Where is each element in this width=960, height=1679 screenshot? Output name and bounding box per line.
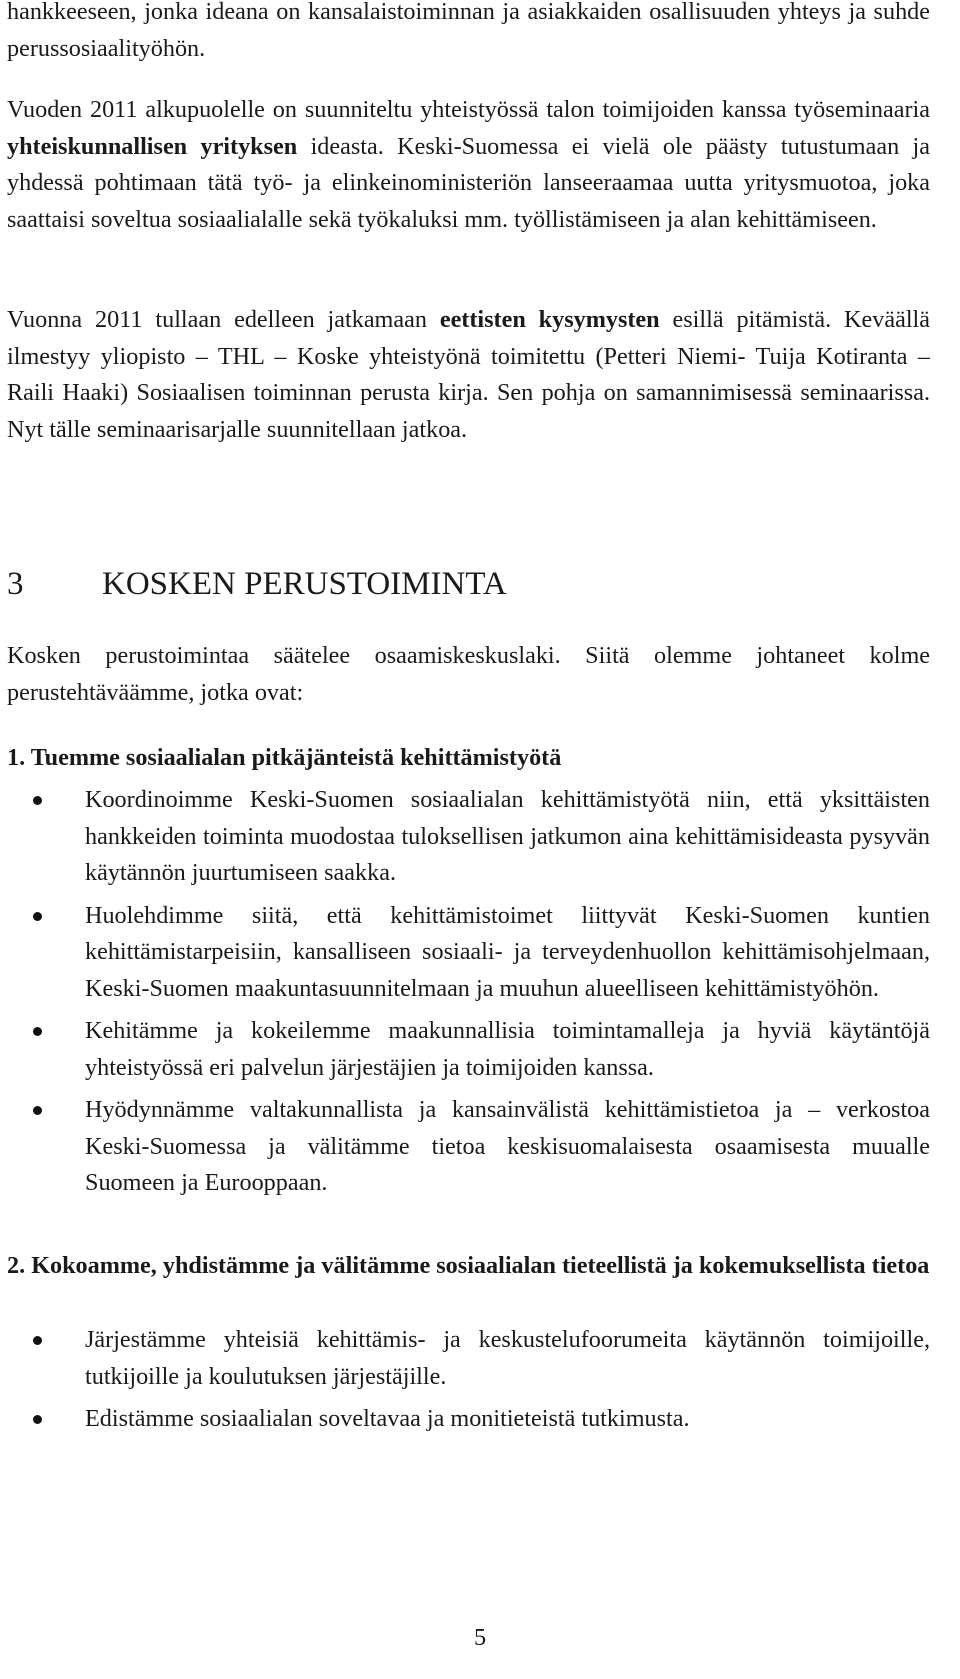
task-heading-1: 1. Tuemme sosiaalialan pitkäjänteistä kehittämistyötä <box>7 744 562 771</box>
paragraph-text: esillä pitämistä. Keväällä ilmestyy yliopisto – THL – Koske yhteistyönä toimitettu (Petteri Niemi- Tuija Kotiranta – Raili Haaki) Sosiaalisen toiminnan perusta kirja. Sen pohja on samannimisessä seminaarissa. Nyt tälle seminaarisarjalle suunnitellaan jatkoa. <box>7 306 930 443</box>
paragraph-intro: Kosken perustoimintaa säätelee osaamiskeskuslaki. Siitä olemme johtaneet kolme perustehtäväämme, jotka ovat: <box>7 642 930 706</box>
list-item <box>7 1013 930 1086</box>
paragraph-ethics <box>7 302 930 448</box>
paragraph-continuation: hankkeeseen, jonka ideana on kansalaistoiminnan ja asiakkaiden osallisuuden yhteys ja suhde perussosiaalityöhön. <box>7 0 930 62</box>
section-title: KOSKEN PERUSTOIMINTA <box>102 566 507 602</box>
bullet-icon <box>33 796 42 805</box>
section-number: 3 <box>7 566 24 602</box>
list-item <box>7 1092 930 1202</box>
task-1-bullet-list <box>7 782 930 1208</box>
paragraph-social-enterprise <box>7 92 930 238</box>
bullet-icon <box>33 1106 42 1115</box>
paragraph-text: Vuoden 2011 alkupuolelle on suunniteltu yhteistyössä talon toimijoiden kanssa työseminaaria <box>7 96 930 123</box>
list-item <box>7 782 930 892</box>
bullet-icon <box>33 912 42 921</box>
list-item-text: Kehitämme ja kokeilemme maakunnallisia toimintamalleja ja hyviä käytäntöjä yhteistyössä eri palvelun järjestäjien ja toimijoiden kanssa. <box>85 1017 930 1081</box>
bullet-icon <box>33 1336 42 1345</box>
list-item-text: Edistämme sosiaalialan soveltavaa ja monitieteistä tutkimusta. <box>85 1405 690 1432</box>
bullet-icon <box>33 1415 42 1424</box>
list-item <box>7 898 930 1008</box>
list-item-text: Huolehdimme siitä, että kehittämistoimet liittyvät Keski-Suomen kuntien kehittämistarpeisiin, kansalliseen sosiaali- ja terveydenhuollon kehittämisohjelmaan, Keski-Suomen maakuntasuunnitelmaan ja muuhun alueelliseen kehittämistyöhön. <box>85 901 930 1002</box>
list-item-text: Järjestämme yhteisiä kehittämis- ja keskustelufoorumeita käytännön toimijoille, tutkijoille ja koulutuksen järjestäjille. <box>85 1326 930 1390</box>
list-item <box>7 1322 930 1395</box>
list-item <box>7 1401 930 1438</box>
emphasis-social-enterprise: yhteiskunnallisen yrityksen <box>7 132 298 160</box>
paragraph-text: Vuonna 2011 tullaan edelleen jatkamaan <box>7 306 440 333</box>
page-number: 5 <box>473 1624 487 1651</box>
section-heading <box>7 564 930 604</box>
list-item-text: Koordinoimme Keski-Suomen sosiaalialan kehittämistyötä niin, että yksittäisten hankkeiden toiminta muodostaa tuloksellisen jatkumon aina kehittämisideasta pysyvän käytännön juurtumiseen saakka. <box>85 786 930 886</box>
paragraph-text: ideasta. Keski-Suomessa ei vielä ole päästy tutustumaan ja yhdessä pohtimaan tätä työ- ja elinkeinoministeriön lanseeraamaa uutta yritysmuotoa, joka saattaisi soveltua sosiaalialalle sekä työkaluksi mm. työllistämiseen ja alan kehittämiseen. <box>7 132 930 233</box>
task-heading-2: 2. Kokoamme, yhdistämme ja välitämme sosiaalialan tieteellistä ja kokemuksellista tietoa <box>7 1252 930 1279</box>
emphasis-ethical-questions: eettisten kysymysten <box>439 306 660 333</box>
list-item-text: Hyödynnämme valtakunnallista ja kansainvälistä kehittämistietoa ja – verkostoa Keski-Suomessa ja välitämme tietoa keskisuomalaisesta osaamisesta muualle Suomeen ja Eurooppaan. <box>85 1096 930 1196</box>
task-2-bullet-list <box>7 1322 930 1444</box>
bullet-icon <box>33 1027 42 1036</box>
